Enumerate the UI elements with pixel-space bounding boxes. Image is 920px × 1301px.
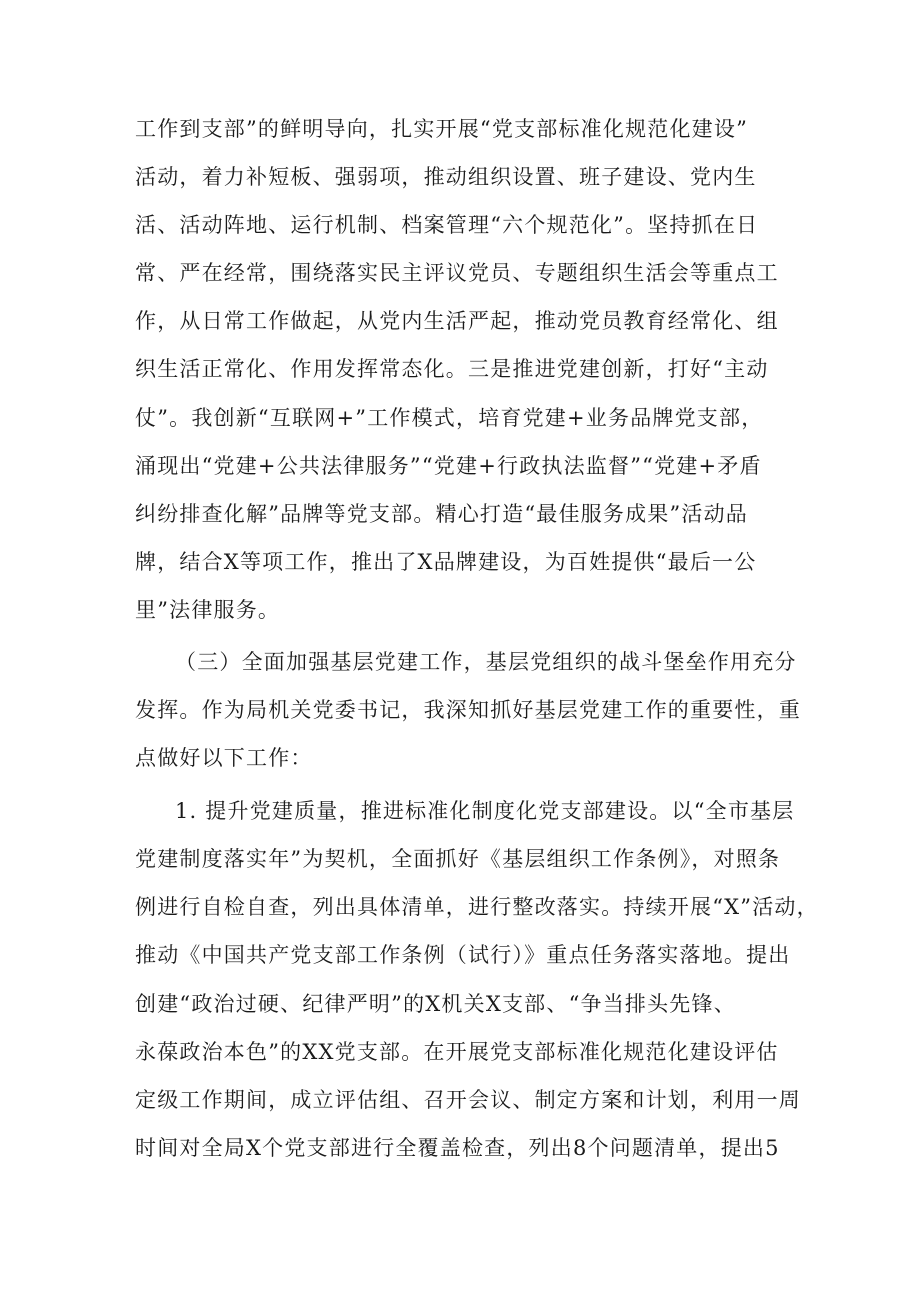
numbered-item-line: 1. 提升党建质量，推进标准化制度化党支部建设。以“全市基层 [175,799,795,823]
paragraph-line: 纠纷排查化解”品牌等党支部。精心打造“最佳服务成果”活动品 [135,502,749,526]
paragraph-line: 织生活正常化、作用发挥常态化。三是推进党建创新，打好“主动 [135,357,769,381]
paragraph-line: 时间对全局X个党支部进行全覆盖检查，列出8个问题清单，提出5 [135,1136,780,1160]
paragraph-line: 仗”。我创新“互联网+”工作模式，培育党建+业务品牌党支部， [135,406,764,430]
paragraph-line: 涌现出“党建+公共法律服务”“党建+行政执法监督”“党建+矛盾 [135,454,762,478]
paragraph-line: 里”法律服务。 [135,598,281,622]
paragraph-line: 党建制度落实年”为契机，全面抓好《基层组织工作条例》，对照条 [135,847,781,871]
paragraph-line: 活、活动阵地、运行机制、档案管理“六个规范化”。坚持抓在日 [135,213,759,237]
paragraph-line: 作，从日常工作做起，从党内生活严起，推动党员教育经常化、组 [135,309,779,333]
paragraph-line: 推动《中国共产党支部工作条例（试行）》重点任务落实落地。提出 [135,943,791,967]
paragraph-line: 发挥。作为局机关党委书记，我深知抓好基层党建工作的重要性，重 [135,698,801,722]
paragraph-line: 点做好以下工作： [135,746,313,770]
paragraph-line: 常、严在经常，围绕落实民主评议党员、专题组织生活会等重点工 [135,261,779,285]
paragraph-line: 永葆政治本色”的XX党支部。在开展党支部标准化规范化建设评估 [135,1040,779,1064]
paragraph-line: 牌，结合X等项工作，推出了X品牌建设，为百姓提供“最后一公 [135,550,757,574]
paragraph-line: 工作到支部”的鲜明导向，扎实开展“党支部标准化规范化建设” [135,117,749,141]
paragraph-line: 活动，着力补短板、强弱项，推动组织设置、班子建设、党内生 [135,165,757,189]
paragraph-line: 例进行自检自查，列出具体清单，进行整改落实。持续开展“X”活动， [135,895,819,919]
section-heading-line: （三）全面加强基层党建工作，基层党组织的战斗堡垒作用充分 [175,650,797,674]
paragraph-line: 定级工作期间，成立评估组、召开会议、制定方案和计划，利用一周 [135,1088,801,1112]
paragraph-line: 创建“政治过硬、纪律严明”的X机关X支部、“争当排头先锋、 [135,992,736,1016]
